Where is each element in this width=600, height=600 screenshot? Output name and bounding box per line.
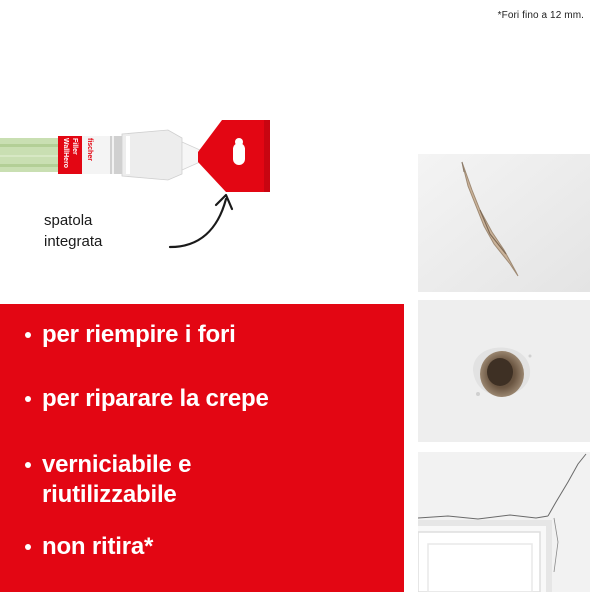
feature-fill-holes <box>25 320 402 350</box>
feature-text: non ritira* <box>42 533 154 560</box>
feature-text: per riempire i fori <box>42 321 236 348</box>
integrated-spatula-callout <box>44 210 102 252</box>
bullet-icon <box>25 544 31 550</box>
feature-repair-cracks <box>25 384 402 414</box>
curved-arrow-icon <box>160 185 240 255</box>
product-tube-illustration <box>0 108 285 208</box>
feature-text: per riparare la crepe <box>42 385 269 412</box>
feature-paintable-reusable <box>25 450 402 510</box>
wall-crack-photo <box>418 154 590 292</box>
footnote: *Fori fino a 12 mm. <box>497 10 584 21</box>
feature-no-shrink <box>25 532 402 562</box>
tube-label-brand: fischer <box>86 138 93 161</box>
bullet-icon <box>25 396 31 402</box>
bullet-icon <box>25 332 31 338</box>
feature-text: verniciabile e <box>42 451 192 478</box>
feature-text-line-2: riutilizzabile <box>42 481 177 508</box>
corner-crack-photo <box>418 452 590 592</box>
tube-label-name: WallHero <box>62 138 69 169</box>
bullet-icon <box>25 462 31 468</box>
callout-line-1: spatola <box>44 212 93 229</box>
tube-label-type: Filler <box>71 138 78 155</box>
callout-line-2: integrata <box>44 233 103 250</box>
features-panel <box>0 304 404 592</box>
wall-hole-photo <box>418 300 590 442</box>
